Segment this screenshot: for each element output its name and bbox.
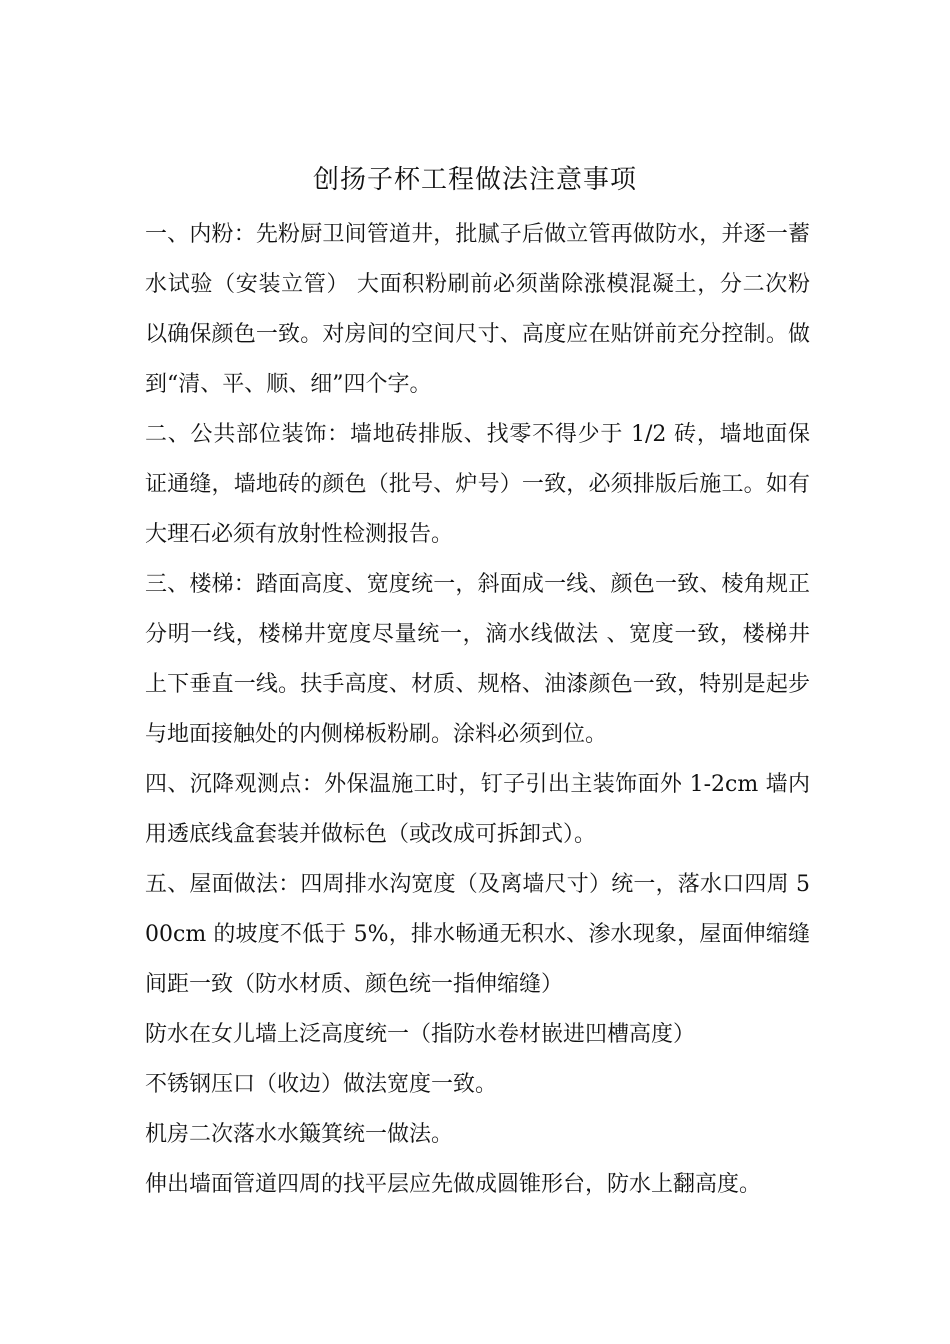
paragraph-interior-plastering: 一、内粉：先粉厨卫间管道井，批腻子后做立管再做防水，并逐一蓄水试验（安装立管） 大面积粉刷前必须凿除涨模混凝土，分二次粉以确保颜色一致。对房间的空间尺寸、高度应在贴饼前充分控制。做到“清、平、顺、细”四个字。 — [145, 222, 810, 397]
document-title: 创扬子杯工程做法注意事项 — [312, 165, 637, 195]
document-body — [145, 210, 810, 1210]
paragraph-roof-method: 五、屋面做法：四周排水沟宽度（及离墙尺寸）统一，落水口四周 500cm 的坡度不低于 5%，排水畅通无积水、渗水现象，屋面伸缩缝间距一致（防水材质、颜色统一指伸缩缝） — [145, 872, 810, 997]
paragraph-public-area-decoration: 二、公共部位装饰：墙地砖排版、找零不得少于 1/2 砖，墙地面保证通缝，墙地砖的颜色（批号、炉号）一致，必须排版后施工。如有大理石必须有放射性检测报告。 — [145, 422, 810, 547]
paragraph-parapet-waterproofing: 防水在女儿墙上泛高度统一（指防水卷材嵌进凹槽高度） — [145, 1022, 696, 1047]
paragraph-machine-room-drain: 机房二次落水水簸箕统一做法。 — [145, 1122, 454, 1147]
paragraph-pipe-leveling: 伸出墙面管道四周的找平层应先做成圆锥形台，防水上翻高度。 — [145, 1172, 762, 1197]
paragraph-stainless-edge: 不锈钢压口（收边）做法宽度一致。 — [145, 1072, 498, 1097]
paragraph-stairs: 三、楼梯：踏面高度、宽度统一，斜面成一线、颜色一致、棱角规正分明一线，楼梯井宽度尽量统一，滴水线做法 、宽度一致，楼梯井上下垂直一线。扶手高度、材质、规格、油漆颜色一致，特别是起步与地面接触处的内侧梯板粉刷。涂料必须到位。 — [145, 572, 810, 747]
paragraph-settlement-observation: 四、沉降观测点：外保温施工时，钉子引出主装饰面外 1-2cm 墙内用透底线盒套装并做标色（或改成可拆卸式）。 — [145, 772, 810, 847]
